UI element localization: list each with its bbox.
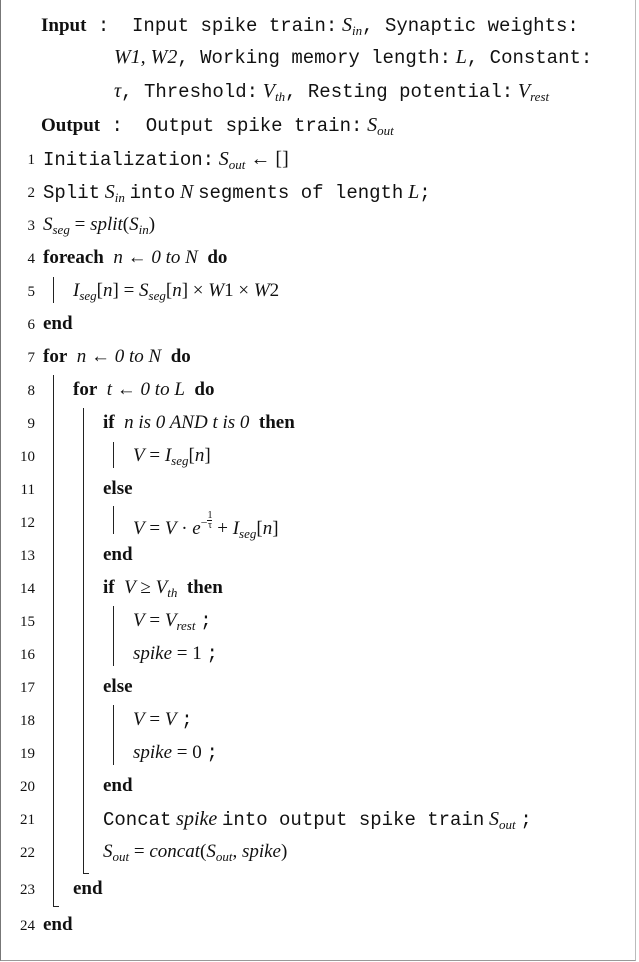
line-number: 17 [20,680,35,696]
do-keyword: do [194,379,215,400]
synaptic-weights-text: Synaptic weights: [384,15,579,37]
line-number: 21 [20,812,35,828]
line-number: 11 [20,482,35,498]
if-keyword: if [103,412,115,433]
memory-length-text: , Working memory length: [177,47,451,69]
line-12: 12 V = V · e− $\frac{1}{\tau}$ + $I_{seg}[n]$ [1,511,631,541]
line-number: 3 [27,218,35,234]
line-21: 21 Concat spike into output spike train $S_{out}$ ; [1,808,631,838]
line-18: 18 V = V ; [1,709,631,739]
constant-text: , Constant: [466,47,593,69]
line-number: 7 [27,350,35,366]
line-1: 1 Initialization: $S_{out}$ ← [] [1,148,631,178]
range-n: 0 to N [114,346,162,367]
line-number: 14 [20,581,35,597]
for-keyword: for [43,346,68,367]
line-4: 4 foreach n ← 0 to N do [1,247,631,277]
end-keyword: end [43,313,73,334]
line-15: 15 $V = V_{rest}$ ; [1,610,631,640]
line-17 [1,676,631,706]
line-number: 15 [20,614,35,630]
line-8: 8 for t ← 0 to L do [1,379,631,409]
line-2: 2 Split $S_{in}$ into N segments of length L; [1,181,631,211]
line-number: 10 [20,449,35,465]
line-3: 3 $S_{seg}$ = $split(S_{in})$ [1,214,631,244]
outer-loop-hook [53,906,59,907]
line-13 [1,544,631,574]
initialization-text: Initialization: [43,149,215,171]
block-bar [113,705,114,765]
line-5: 5 $I_{seg}[n] = S_{seg}[n] \times W1 \times W2$ [1,280,631,310]
block-bar [113,506,114,534]
line-20 [1,775,631,805]
line-16: 16 spike = 1 ; [1,643,631,673]
then-keyword: then [258,412,295,433]
line-number: 9 [27,416,35,432]
line-number: 5 [27,284,35,300]
line-number: 13 [20,548,35,564]
range-l: 0 to L [140,379,185,400]
line-7: 7 for n ← 0 to N do [1,346,631,376]
segments-text: segments of length [198,182,404,204]
input-label: Input [41,15,87,36]
line-10: 10 $V = I_{seg}[n]$ [1,445,631,475]
line-number: 18 [20,713,35,729]
block-bar [113,442,114,468]
if-keyword: if [103,577,115,598]
else-keyword: else [103,676,133,697]
block-bar [113,606,114,666]
foreach-keyword: foreach [43,247,104,268]
end-keyword: end [73,878,103,899]
line-number: 23 [20,882,35,898]
line-22: 22 $S_{out}$ = $concat(S_{out}$, spike) [1,841,631,871]
concat-text: Concat [103,809,172,831]
for-keyword: for [73,379,98,400]
line-number: 4 [27,251,35,267]
input-line-2 [114,46,592,69]
l-symbol: L [408,181,420,203]
line-11 [1,478,631,508]
line-number: 24 [20,918,35,934]
block-bar [53,277,54,303]
else-keyword: else [103,478,133,499]
line-6 [1,313,631,343]
split-text: Split [43,182,101,204]
spike-symbol: spike [176,808,218,830]
output-line: Output : Output spike train: $S_{out}$ [41,114,394,138]
weights-symbol: W1, W2 [114,46,178,68]
end-keyword: end [103,775,133,796]
line-number: 12 [20,515,35,531]
if-condition: n is 0 AND t is 0 [124,412,250,433]
tau-symbol: τ [114,80,122,102]
into-text: into [129,182,176,204]
resting-potential-text: , Resting potential: [285,81,514,103]
line-14: 14 if $V \ge V_{th}$ then [1,577,631,607]
do-keyword: do [207,247,228,268]
line-number: 2 [27,185,35,201]
input-line-1: Input : Input spike train: $S_{in}$, Synaptic weights: [41,14,579,38]
line-number: 20 [20,779,35,795]
line-number: 22 [20,845,35,861]
line-23 [1,874,631,904]
output-label: Output [41,115,101,136]
line-number: 1 [27,152,35,168]
line-19: 19 spike = 0 ; [1,742,631,772]
range-n: 0 to N [151,247,198,268]
into-output-text: into output spike train [222,809,485,831]
input-line-3: τ, Threshold: $V_{th}$, Resting potential: $V_{rest}$ [114,80,550,104]
line-number: 19 [20,746,35,762]
threshold-text: , Threshold: [121,81,258,103]
n-symbol: N [180,181,194,203]
line-9 [1,412,631,442]
line-number: 8 [27,383,35,399]
end-keyword: end [43,914,73,935]
length-symbol: L [455,46,467,68]
end-keyword: end [103,544,133,565]
line-number: 16 [20,647,35,663]
line-number: 6 [27,317,35,333]
output-text: Output spike train: [145,115,363,137]
input-spike-train-text: Input spike train: [132,15,338,37]
do-keyword: do [170,346,191,367]
then-keyword: then [186,577,223,598]
line-24 [1,912,631,942]
